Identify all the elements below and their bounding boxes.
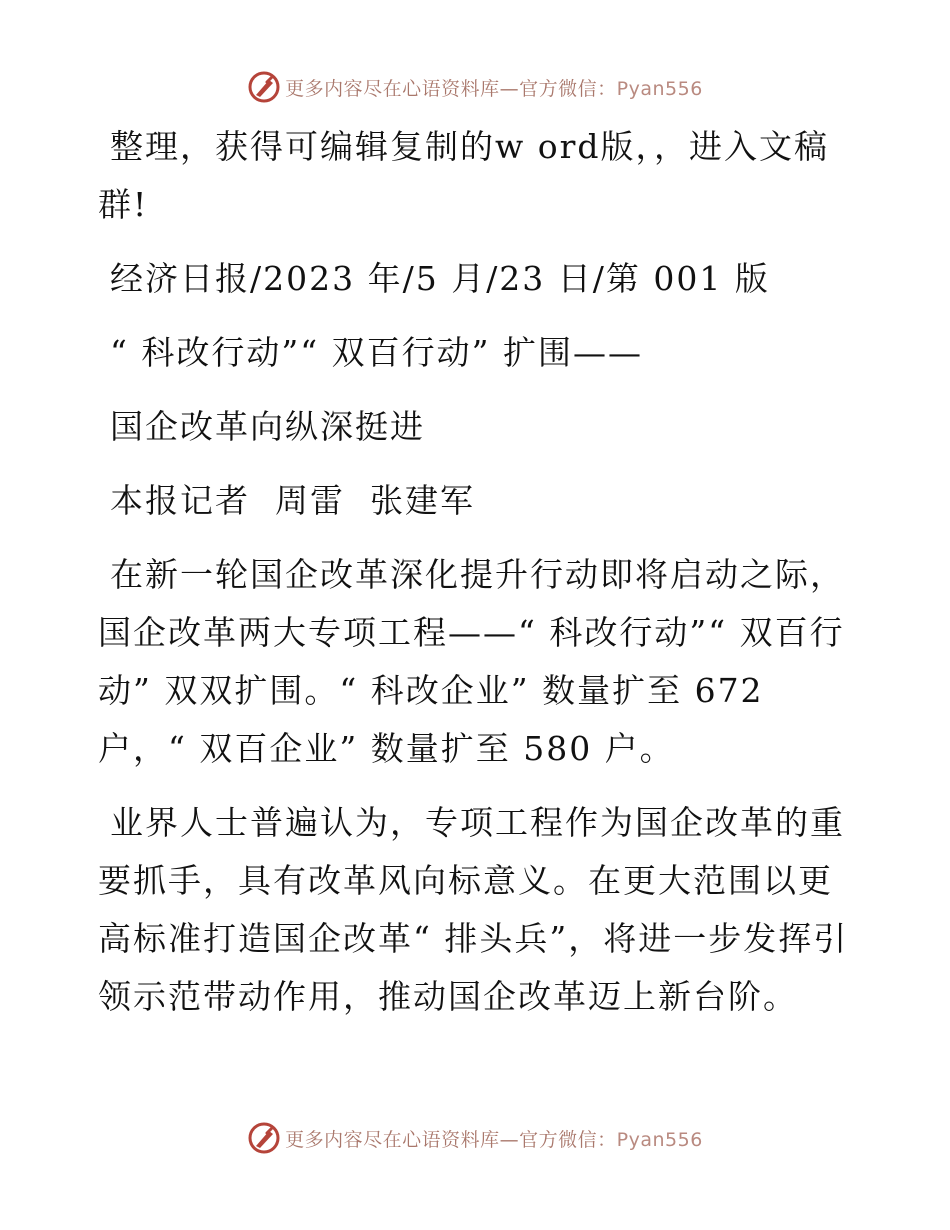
byline: 本报记者 周雷 张建军 — [110, 481, 475, 520]
watermark-banner-bottom — [0, 1121, 950, 1155]
headline-secondary: 国企改革向纵深挺进 — [110, 407, 425, 446]
pen-seal-icon — [247, 70, 281, 104]
intro-text: 整理，获得可编辑复制的w ord版，，进入文稿群! — [98, 127, 830, 224]
dateline: 经济日报/2023 年/5 月/23 日/第 001 版 — [110, 259, 770, 298]
watermark-text: 更多内容尽在心语资料库—官方微信：Pyan556 — [285, 1128, 703, 1151]
headline-primary: “ 科改行动”“ 双百行动” 扩围—— — [110, 333, 643, 372]
watermark-banner-top — [0, 70, 950, 104]
wechat-id: Pyan556 — [616, 77, 703, 100]
watermark-text: 更多内容尽在心语资料库—官方微信：Pyan556 — [285, 77, 703, 100]
wechat-id: Pyan556 — [616, 1128, 703, 1151]
document-body — [98, 118, 858, 1042]
body-paragraph-1: 在新一轮国企改革深化提升行动即将启动之际，国企改革两大专项工程——“ 科改行动”“ 双百行动” 双双扩围。“ 科改企业” 数量扩至 672 户，“ 双百企业” 数量扩至 580 户。 — [98, 555, 845, 768]
body-paragraph-2: 业界人士普遍认为，专项工程作为国企改革的重要抓手，具有改革风向标意义。在更大范围以更高标准打造国企改革“ 排头兵”，将进一步发挥引领示范带动作用，推动国企改革迈上新台阶。 — [98, 803, 849, 1016]
pen-seal-icon — [247, 1121, 281, 1155]
